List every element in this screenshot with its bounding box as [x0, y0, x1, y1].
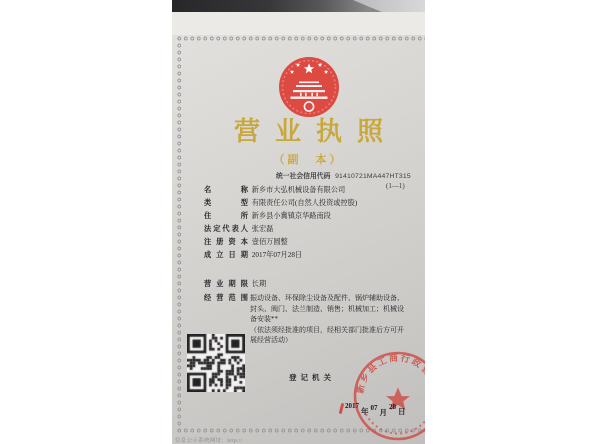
scope-line: 封头、阀门、法兰制造、销售；机械加工；机械设	[250, 304, 404, 313]
scope-line: （依法须经批准的项目，经相关部门批准后方可开	[250, 325, 404, 334]
field-label: 住所	[204, 212, 248, 220]
credit-code-value: 91410721MA447HT315	[335, 173, 411, 180]
credit-code-row	[276, 170, 411, 180]
page-number-note: (1—1)	[386, 182, 405, 190]
date-year: 2017	[345, 402, 359, 410]
field-row-established	[204, 250, 421, 260]
scope-line: 振动设备、环保除尘设备及配件、锅炉辅助设备、	[250, 294, 404, 302]
field-label: 类型	[204, 199, 248, 207]
field-value: 新乡市大弘机械设备有限公司	[251, 186, 346, 194]
field-row-name	[204, 185, 421, 195]
field-value: 壹佰万圆整	[251, 238, 288, 246]
license-photo	[172, 0, 442, 444]
registrar-label: 登记机关	[289, 373, 335, 382]
field-label: 成立日期	[204, 251, 248, 259]
date-year-unit: 年	[361, 407, 369, 416]
field-label-scope: 经营范围	[204, 294, 248, 302]
field-row-type	[204, 198, 421, 208]
date-day-unit: 日	[398, 407, 406, 416]
date-month: 07	[370, 404, 378, 412]
field-value: 张宏磊	[251, 225, 274, 233]
field-value: 新乡县小冀镇京华路南段	[251, 212, 331, 220]
field-row-legal-rep	[204, 224, 421, 234]
field-label: 营业期限	[204, 280, 248, 288]
date-day: 28	[389, 403, 396, 411]
scope-line: 展经营活动）	[250, 336, 292, 345]
date-month-unit: 月	[379, 408, 387, 417]
field-value: 有限责任公司(自然人投资或控股)	[251, 199, 358, 207]
chain-border-top	[176, 35, 425, 43]
svg-text:新乡县工商行政管理局	[354, 352, 442, 399]
license-title: 营业执照	[233, 117, 398, 146]
field-label: 名称	[204, 186, 248, 194]
red-registration-seal-icon	[350, 348, 442, 444]
business-scope-text	[250, 293, 423, 346]
footer-url-text: 信息公示系统网址：http://	[175, 438, 243, 444]
field-label: 法定代表人	[204, 225, 248, 233]
credit-code-label: 统一社会信用代码	[276, 173, 331, 180]
scope-line: 备安装**	[250, 315, 278, 324]
field-value: 2017年07月28日	[251, 251, 303, 259]
chain-border-left	[176, 35, 184, 435]
field-label: 注册资本	[204, 238, 248, 246]
field-value: 长期	[251, 280, 267, 288]
license-subtitle: （副 本）	[273, 154, 344, 166]
issue-date	[345, 400, 408, 417]
field-row-term	[204, 279, 421, 289]
qr-code-icon	[187, 334, 245, 392]
field-row-address	[204, 211, 421, 221]
seal-text: 新乡县工商行政管理局	[354, 352, 442, 399]
red-pen-mark	[339, 403, 345, 414]
paper-top-margin	[172, 12, 425, 35]
field-row-capital	[204, 237, 421, 247]
